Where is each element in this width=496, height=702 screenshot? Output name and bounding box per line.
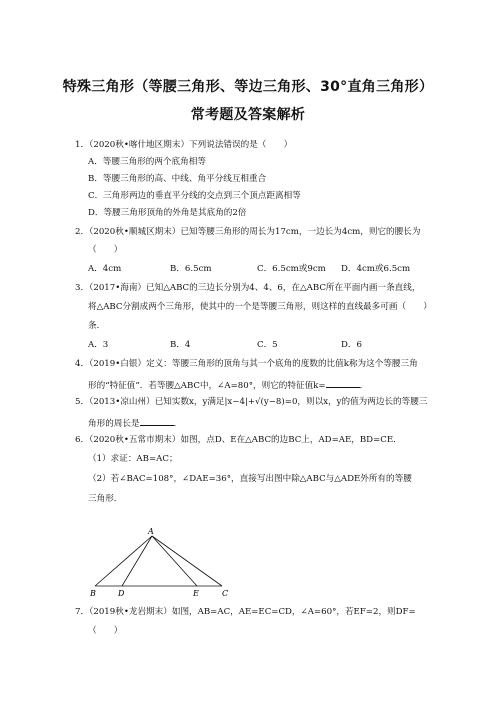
vertex-label-a: A xyxy=(148,527,154,536)
q3-stem-line2: 将△ABC分割成两个三角形，使其中的一个是等腰三角形，则这样的直线最多可画（ ） xyxy=(88,302,432,312)
q1-option-b: B．等腰三角形的高、中线、角平分线互相重合 xyxy=(88,174,267,184)
vertex-label-d: D xyxy=(118,589,125,598)
q4-stem-line1: 4．（2019•白银）定义：等腰三角形的顶角与其一个底角的度数的比值k称为这个等腰三角 xyxy=(75,359,418,369)
q7-stem: 7．（2019秋•龙岩期末）如图，AB=AC，AE=EC=CD，∠A=60°，若EF=2，则DF= xyxy=(75,607,416,617)
q2-paren: （ ） xyxy=(88,245,123,255)
q6-part2-line1: （2）若∠BAC=108°，∠DAE=36°，直接写出图中除△ABC与△ADE外所有的等腰 xyxy=(88,474,412,484)
q5-stem-text-3: 角形的周长是 xyxy=(88,419,140,429)
q5-formula: |x−4|+√(y−8) xyxy=(224,397,285,407)
q1-option-c: C．三角形两边的垂直平分线的交点到三个顶点距离相等 xyxy=(88,191,301,201)
vertex-label-c: C xyxy=(222,589,229,598)
q3-stem-line3: 条． xyxy=(88,321,106,331)
vertex-label-b: B xyxy=(90,589,96,598)
vertex-label-e: E xyxy=(193,589,199,598)
q3-option-a: A．3 xyxy=(88,340,109,350)
q3-option-d: D．6 xyxy=(341,340,362,350)
q5-stem-line1 xyxy=(75,397,427,408)
q1-stem: 1．（2020秋•喀什地区期末）下列说法错误的是（ ） xyxy=(75,140,293,150)
q2-option-a: A．4cm xyxy=(88,264,122,274)
q4-stem-end: ． xyxy=(359,381,369,391)
q5-answer-blank xyxy=(140,416,174,426)
q1-option-a: A．等腰三角形的两个底角相等 xyxy=(88,157,206,167)
q6-part2-line2: 三角形． xyxy=(88,494,123,504)
document-title-line1: 特殊三角形（等腰三角形、等边三角形、30°直角三角形） xyxy=(62,79,434,95)
q5-stem-line2 xyxy=(88,416,182,430)
q4-stem-text: 形的“特征值”．若等腰△ABC中，∠A=80°，则它的特征值k= xyxy=(88,381,326,391)
q2-option-d: D．4cm或6.5cm xyxy=(341,264,411,274)
document-title-line2: 常考题及答案解析 xyxy=(190,107,306,123)
q5-stem-end: ． xyxy=(173,419,183,429)
q2-option-b: B．6.5cm xyxy=(170,264,212,274)
segment-ad xyxy=(122,536,152,586)
q3-option-b: B．4 xyxy=(170,340,191,350)
q5-stem-text: 5．（2013•凉山州）已知实数x，y满足 xyxy=(75,397,225,407)
q7-paren: （ ） xyxy=(88,626,123,636)
q3-stem-line1: 3．（2017•海南）已知△ABC的三边长分别为4、4、6，在△ABC所在平面内画一条直线， xyxy=(75,283,421,293)
q4-stem-line2 xyxy=(88,378,368,392)
q2-stem: 2．（2020秋•顺城区期末）已知等腰三角形的周长为17cm，一边长为4cm，则它的腰长为 xyxy=(75,227,421,237)
q4-answer-blank xyxy=(326,378,360,388)
segment-ac xyxy=(152,536,222,586)
q3-option-c: C．5 xyxy=(257,340,278,350)
q6-part1: （1）求证：AB=AC； xyxy=(88,454,178,464)
q1-option-d: D．等腰三角形顶角的外角是其底角的2倍 xyxy=(88,208,247,218)
q6-stem: 6．（2020秋•五常市期末）如图，点D、E在△ABC的边BC上，AD=AE，BD=CE． xyxy=(75,435,402,445)
segment-ae xyxy=(152,536,197,586)
segment-ab xyxy=(95,536,152,586)
q5-stem-text-2: =0，则以x，y的值为两边长的等腰三 xyxy=(284,397,428,407)
q2-option-c: C．6.5cm或9cm xyxy=(257,264,326,274)
